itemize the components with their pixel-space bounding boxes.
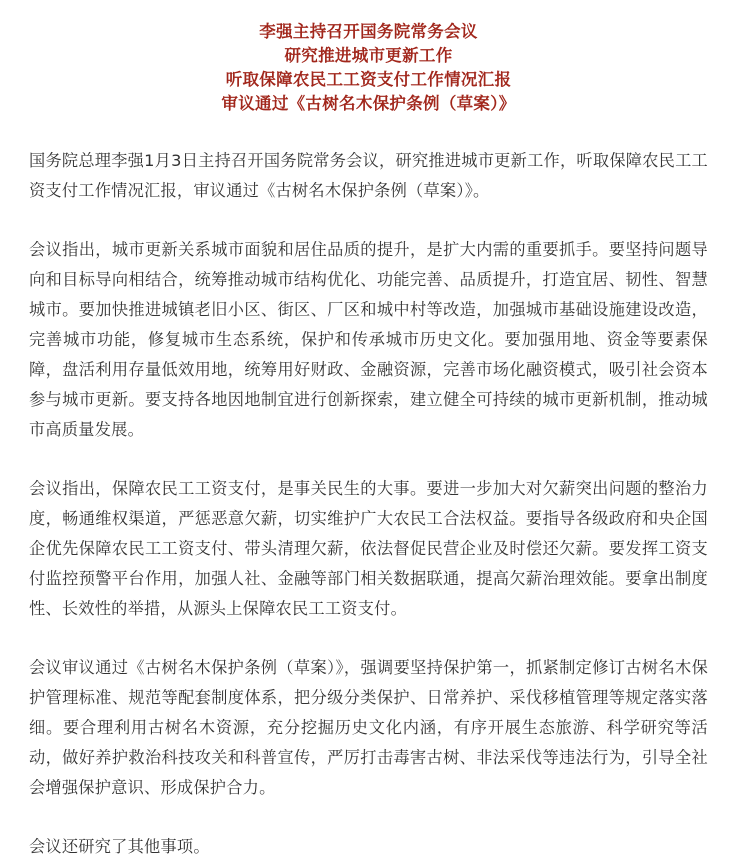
headline-line-2: 研究推进城市更新工作: [284, 46, 453, 65]
paragraph-intro: 国务院总理李强1月3日主持召开国务院常务会议，研究推进城市更新工作，听取保障农民工工资支付工作情况汇报，审议通过《古树名木保护条例（草案）》。: [29, 151, 708, 200]
headline-block: [29, 20, 708, 116]
paragraph-urban-renewal: 会议指出，城市更新关系城市面貌和居住品质的提升，是扩大内需的重要抓手。要坚持问题导向和目标导向相结合，统筹推动城市结构优化、功能完善、品质提升，打造宜居、韧性、智慧城市。要加快推进城镇老旧小区、街区、厂区和城中村等改造，加强城市基础设施建设改造，完善城市功能，修复城市生态系统，保护和传承城市历史文化。要加强用地、资金等要素保障，盘活利用存量低效用地，统筹用好财政、金融资源，完善市场化融资模式，吸引社会资本参与城市更新。要支持各地因地制宜进行创新探索，建立健全可持续的城市更新机制，推动城市高质量发展。: [29, 240, 708, 439]
paragraph-other-matters: 会议还研究了其他事项。: [29, 837, 210, 856]
paragraph-ancient-trees: 会议审议通过《古树名木保护条例（草案）》，强调要坚持保护第一，抓紧制定修订古树名木保护管理标准、规范等配套制度体系，把分级分类保护、日常养护、采伐移植管理等规定落实落细。要合理利用古树名木资源，充分挖掘历史文化内涵，有序开展生态旅游、科学研究等活动，做好养护救治科技攻关和科普宣传，严厉打击毒害古树、非法采伐等违法行为，引导全社会增强保护意识、形成保护合力。: [29, 658, 708, 797]
paragraph-migrant-wages: 会议指出，保障农民工工资支付，是事关民生的大事。要进一步加大对欠薪突出问题的整治力度，畅通维权渠道，严惩恶意欠薪，切实维护广大农民工合法权益。要指导各级政府和央企国企优先保障农民工工资支付、带头清理欠薪，依法督促民营企业及时偿还欠薪。要发挥工资支付监控预警平台作用，加强人社、金融等部门相关数据联通，提高欠薪治理效能。要拿出制度性、长效性的举措，从源头上保障农民工工资支付。: [29, 479, 708, 618]
headline-line-3: 听取保障农民工工资支付工作情况汇报: [225, 70, 512, 89]
headline-line-1: 李强主持召开国务院常务会议: [259, 22, 478, 41]
headline-line-4: 审议通过《古树名木保护条例（草案）》: [221, 94, 516, 113]
